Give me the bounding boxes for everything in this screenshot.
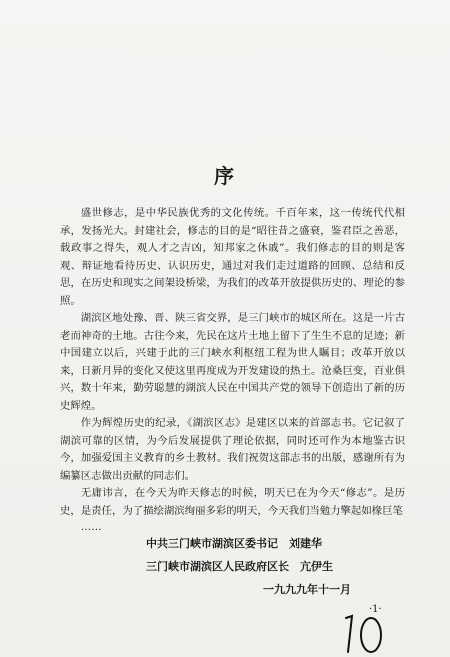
preface-body: [60, 205, 405, 534]
ellipsis: ……: [80, 521, 102, 533]
page-number: ·1·: [369, 604, 382, 615]
paragraph: 作为辉煌历史的纪录，《湖滨区志》是建区以来的首部志书。它记叙了湖滨可靠的区情，为今后发展提供了理论依据，同时还可作为本地鉴古识今，加强爱国主义教育的乡土教材。我们祝贺这部志书的出版，感谢所有为编纂区志做出贡献的同志们。: [60, 417, 405, 482]
handwritten-number-mark: [340, 612, 390, 656]
signature-date: 一九九九年十一月: [263, 583, 351, 596]
paragraph: 无庸讳言，在今天为昨天修志的时候，明天已在为今天“修志”。是历史，是责任，为了描绘湖滨绚丽多彩的明天，今天我们当勉力擎起如椽巨笔: [60, 487, 405, 517]
page-title: 序: [214, 164, 236, 188]
signature-party-secretary: 中共三门峡市湖滨区委书记 刘建华: [146, 537, 322, 550]
signature-district-head: 三门峡市湖滨区人民政府区长 亢伊生: [146, 560, 333, 573]
paragraph: 盛世修志，是中华民族优秀的文化传统。千百年来，这一传统代代相承，发扬光大。封建社会，修志的目的是“昭往昔之盛衰，鉴君臣之善恶，载政事之得失，观人才之吉凶，知邦家之休戚”。我们修志的目的则是客观、辩证地看待历史、认识历史，通过对我们走过道路的回顾、总结和反思，在历史和现实之间架设桥梁，为我们的改革开放提供历史的、理论的参照。: [60, 207, 405, 307]
paragraph: 湖滨区地处豫、晋、陕三省交界，是三门峡市的城区所在。这是一片古老而神奇的土地。古往今来，先民在这片土地上留下了生生不息的足迹；新中国建立以后，兴建于此的三门峡水利枢纽工程为世人瞩目；改革开放以来，日新月异的变化又使这里再度成为开发建设的热土。沧桑巨变，百业俱兴，数十年来，勤劳聪慧的湖滨人民在中国共产党的领导下创造出了新的历史辉煌。: [60, 312, 405, 412]
